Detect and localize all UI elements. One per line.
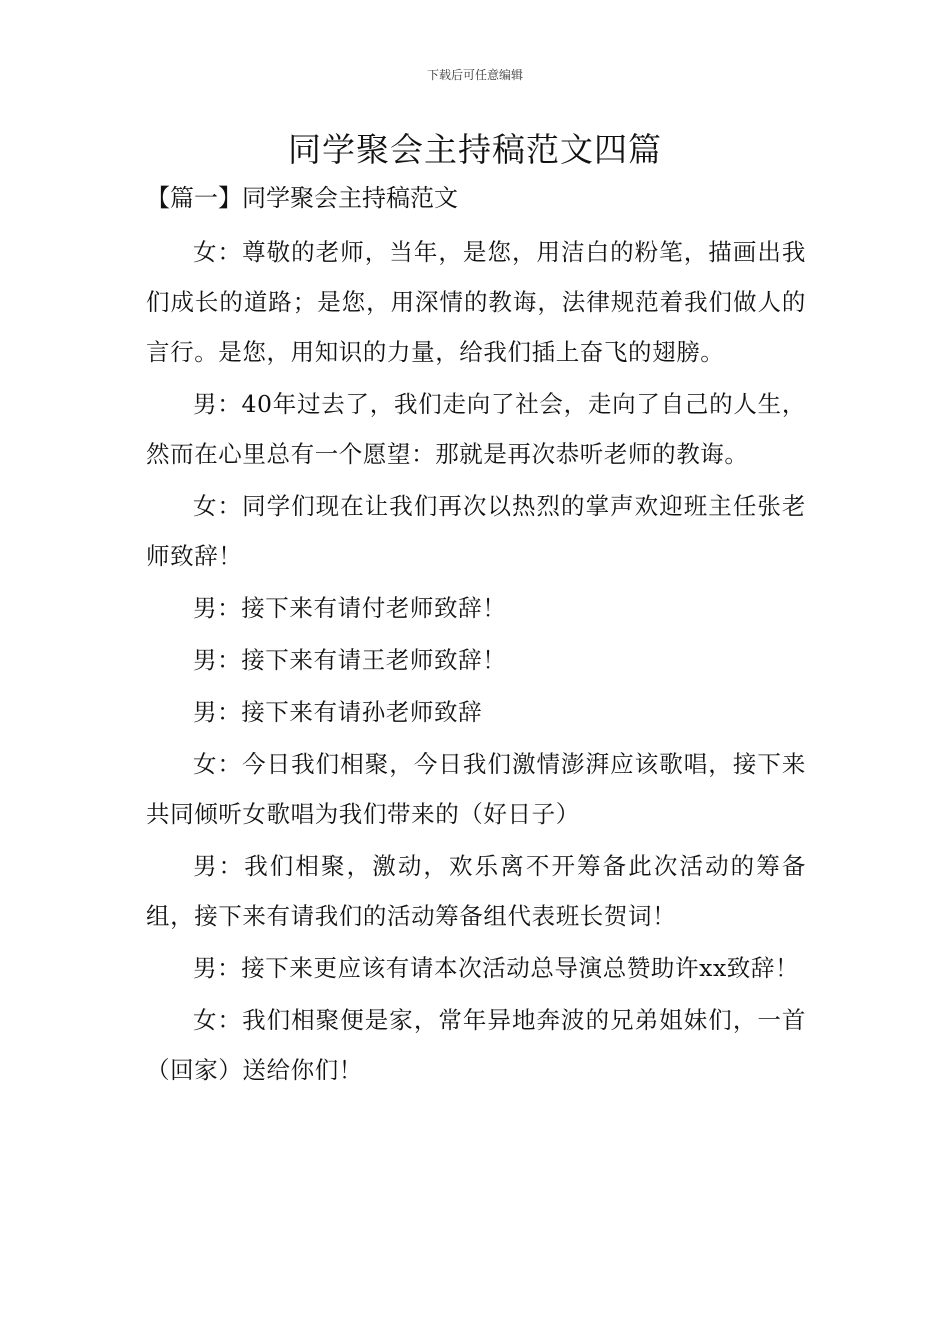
document-body — [146, 227, 806, 1097]
paragraph: 女：我们相聚便是家，常年异地奔波的兄弟姐妹们，一首（回家）送给你们！ — [146, 1006, 806, 1084]
paragraph: 女：同学们现在让我们再次以热烈的掌声欢迎班主任张老师致辞！ — [146, 492, 806, 570]
paragraph: 男：接下来有请王老师致辞！ — [193, 646, 507, 674]
paragraph: 男：接下来更应该有请本次活动总导演总赞助许xx致辞！ — [193, 954, 800, 982]
paragraph: 男：接下来有请付老师致辞！ — [193, 594, 507, 622]
document-title: 同学聚会主持稿范文四篇 — [288, 130, 662, 169]
paragraph: 男：40年过去了，我们走向了社会，走向了自己的人生，然而在心里总有一个愿望：那就是再次恭听老师的教诲。 — [146, 390, 806, 468]
paragraph: 女：今日我们相聚，今日我们激情澎湃应该歌唱，接下来共同倾听女歌唱为我们带来的（好日子） — [146, 750, 806, 828]
page-header: 下载后可任意编辑 — [426, 68, 523, 82]
paragraph: 男：我们相聚，激动，欢乐离不开筹备此次活动的筹备组，接下来有请我们的活动筹备组代表班长贺词！ — [146, 852, 806, 930]
section-heading: 【篇一】同学聚会主持稿范文 — [146, 184, 458, 212]
paragraph: 男：接下来有请孙老师致辞 — [193, 698, 483, 726]
paragraph: 女：尊敬的老师，当年，是您，用洁白的粉笔，描画出我们成长的道路；是您，用深情的教诲，法律规范着我们做人的言行。是您，用知识的力量，给我们插上奋飞的翅膀。 — [146, 238, 806, 366]
